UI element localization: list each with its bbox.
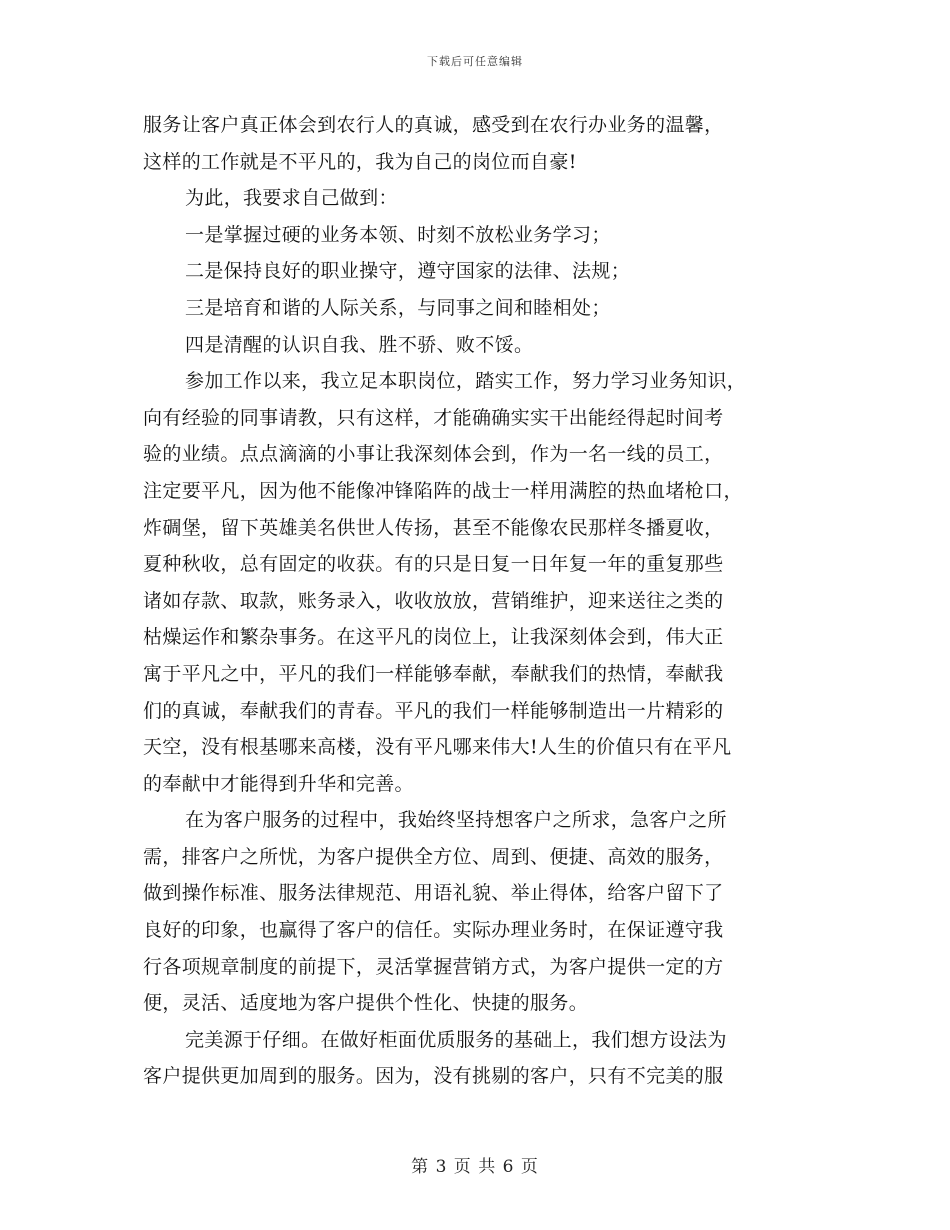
- page-header: 下载后可任意编辑: [427, 55, 523, 68]
- text-line: 三是培育和谐的人际关系，与同事之间和睦相处；: [185, 296, 611, 319]
- text-line: 在为客户服务的过程中，我始终坚持想客户之所求，急客户之所: [185, 809, 727, 832]
- document-body: [143, 107, 803, 1095]
- text-line: 便，灵活、适度地为客户提供个性化、快捷的服务。: [143, 992, 589, 1015]
- text-line: 炸碉堡，留下英雄美名供世人传扬，甚至不能像农民那样冬播夏收，: [143, 516, 724, 539]
- text-line: 参加工作以来，我立足本职岗位，踏实工作，努力学习业务知识，: [185, 370, 747, 393]
- text-line: 枯燥运作和繁杂事务。在这平凡的岗位上，让我深刻体会到，伟大正: [143, 626, 724, 649]
- text-line: 这样的工作就是不平凡的，我为自己的岗位而自豪!: [143, 150, 577, 173]
- text-line: 客户提供更加周到的服务。因为，没有挑剔的客户，只有不完美的服: [143, 1065, 724, 1088]
- text-line: 们的真诚，奉献我们的青春。平凡的我们一样能够制造出一片精彩的: [143, 699, 724, 722]
- text-line: 向有经验的同事请教，只有这样，才能确确实实干出能经得起时间考: [143, 406, 724, 429]
- text-line: 四是清醒的认识自我、胜不骄、败不馁。: [185, 333, 534, 356]
- text-line: 一是掌握过硬的业务本领、时刻不放松业务学习；: [185, 223, 611, 246]
- text-line: 夏种秋收，总有固定的收获。有的只是日复一日年复一年的重复那些: [143, 553, 724, 576]
- text-line: 行各项规章制度的前提下，灵活掌握营销方式，为客户提供一定的方: [143, 955, 724, 978]
- text-line: 验的业绩。点点滴滴的小事让我深刻体会到，作为一名一线的员工，: [143, 443, 724, 466]
- page-number-footer: 第 3 页 共 6 页: [411, 1157, 539, 1177]
- text-line: 为此，我要求自己做到：: [185, 187, 398, 210]
- text-line: 寓于平凡之中，平凡的我们一样能够奉献，奉献我们的热情，奉献我: [143, 662, 724, 685]
- text-line: 做到操作标准、服务法律规范、用语礼貌、举止得体，给客户留下了: [143, 882, 724, 905]
- text-line: 服务让客户真正体会到农行人的真诚，感受到在农行办业务的温馨，: [143, 114, 724, 136]
- text-line: 诸如存款、取款，账务录入，收收放放，营销维护，迎来送往之类的: [143, 589, 724, 612]
- text-line: 需，排客户之所忧，为客户提供全方位、周到、便捷、高效的服务，: [143, 845, 724, 868]
- text-line: 天空，没有根基哪来高楼，没有平凡哪来伟大!人生的价值只有在平凡: [143, 736, 732, 759]
- text-line: 完美源于仔细。在做好柜面优质服务的基础上，我们想方设法为: [185, 1028, 727, 1051]
- text-line: 注定要平凡，因为他不能像冲锋陷阵的战士一样用满腔的热血堵枪口，: [143, 479, 743, 502]
- text-line: 的奉献中才能得到升华和完善。: [143, 772, 414, 795]
- text-line: 二是保持良好的职业操守，遵守国家的法律、法规；: [185, 260, 631, 283]
- text-line: 良好的印象，也赢得了客户的信任。实际办理业务时，在保证遵守我: [143, 919, 724, 942]
